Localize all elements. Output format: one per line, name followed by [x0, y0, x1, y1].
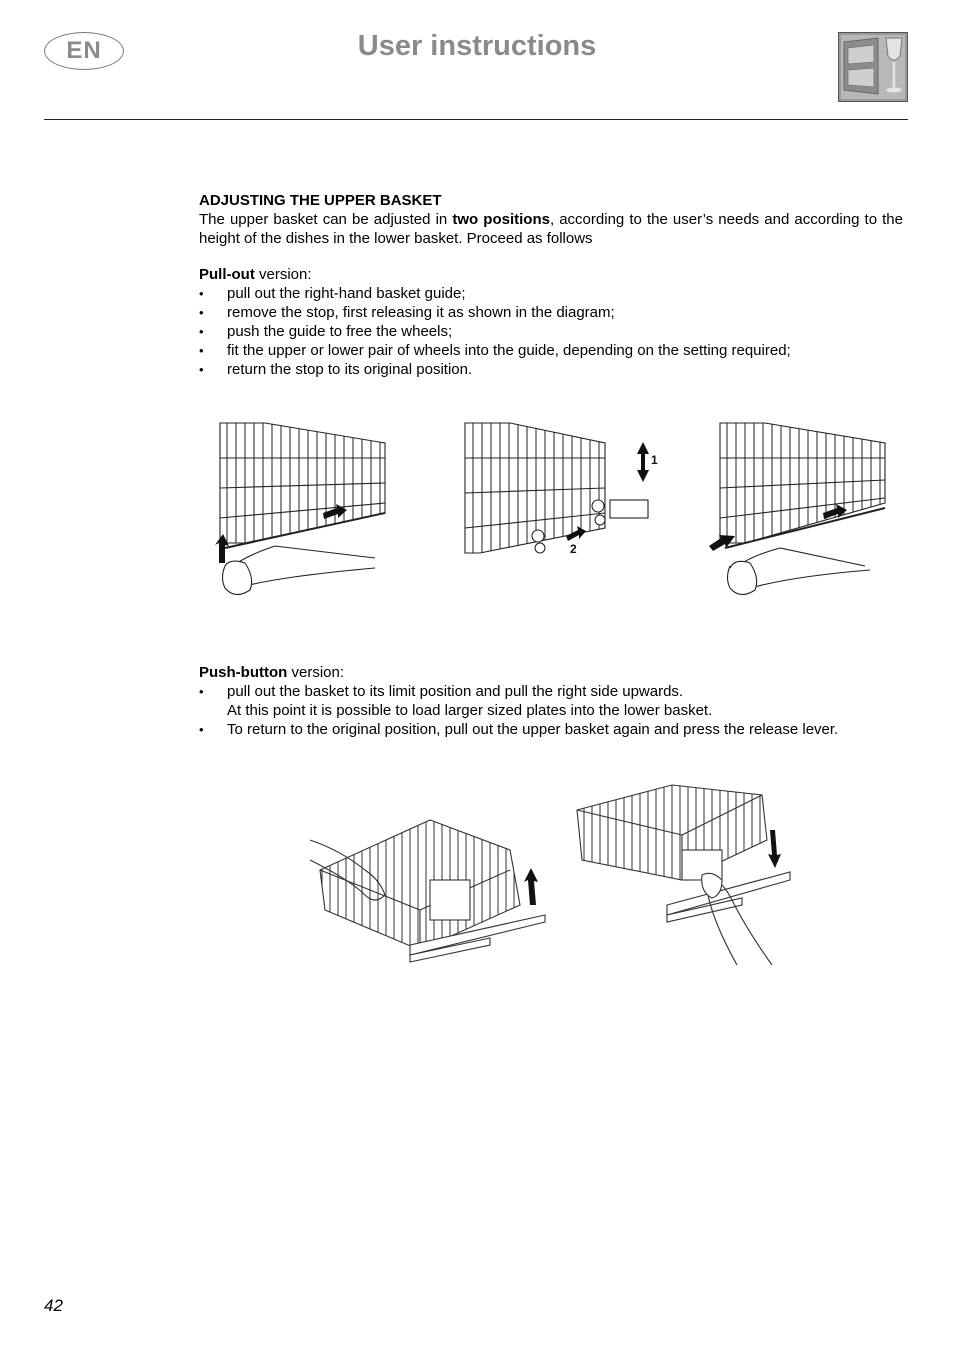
list-item: • remove the stop, first releasing it as shown in the diagram; — [199, 303, 903, 322]
section-heading: ADJUSTING THE UPPER BASKET — [199, 192, 442, 209]
list-item: • To return to the original position, pull out the upper basket again and press the release lever. — [199, 720, 903, 739]
pushbutton-figure-release — [572, 780, 797, 970]
pullout-figure-remove-stop — [205, 418, 395, 603]
up-down-arrow-icon — [637, 442, 649, 482]
pullout-label: Pull-out version: — [199, 266, 312, 283]
list-item: • pull out the basket to its limit position and pull the right side upwards. At this point it is possible to load larger sized plates into the lower basket. — [199, 682, 903, 720]
pullout-figure-return-stop — [705, 418, 895, 603]
page-title: User instructions — [357, 30, 597, 62]
pullout-steps — [199, 284, 903, 379]
header-rule — [44, 119, 908, 120]
figure-label-2: 2 — [570, 542, 577, 556]
pushbutton-label: Push-button version: — [199, 664, 345, 681]
up-arrow-icon — [524, 868, 538, 905]
pushbutton-content — [199, 663, 903, 739]
list-item: • return the stop to its original position. — [199, 360, 903, 379]
instructions-content — [199, 191, 903, 379]
language-code: EN — [66, 37, 102, 64]
dishwasher-wineglass-icon — [838, 32, 908, 102]
section-intro: The upper basket can be adjusted in two positions, according to the user’s needs and according to the height of the dishes in the lower basket. Proceed as follows — [199, 211, 903, 247]
list-item: • push the guide to free the wheels; — [199, 322, 903, 341]
pushbutton-steps — [199, 682, 903, 739]
pushbutton-figure-raise — [310, 810, 550, 965]
list-item: • fit the upper or lower pair of wheels into the guide, depending on the setting required; — [199, 341, 903, 360]
figure-label-1: 1 — [651, 453, 658, 467]
list-item: • pull out the right-hand basket guide; — [199, 284, 903, 303]
down-arrow-icon — [768, 830, 781, 868]
pullout-figure-fit-wheels — [460, 418, 658, 558]
page-number: 42 — [44, 1296, 63, 1315]
